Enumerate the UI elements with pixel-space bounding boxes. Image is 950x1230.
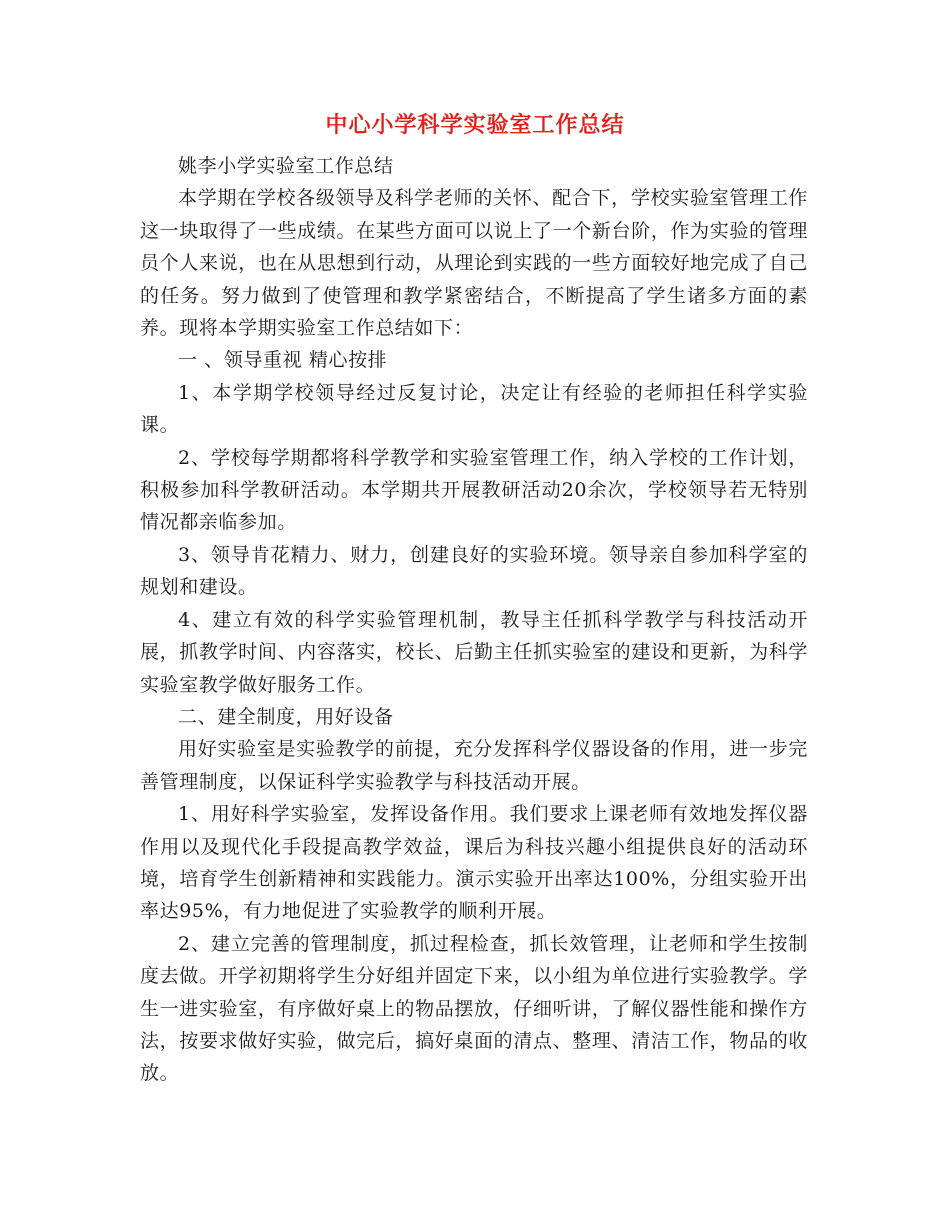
paragraph-section-intro: 用好实验室是实验教学的前提，充分发挥科学仪器设备的作用，进一步完善管理制度，以保证科学实验教学与科技活动开展。 (140, 738, 808, 793)
paragraph-item: 2、建立完善的管理制度，抓过程检查，抓长效管理，让老师和学生按制度去做。开学初期将学生分好组并固定下来，以小组为单位进行实验教学。学生一进实验室，有序做好桌上的物品摆放，仔细听讲，了解仪器性能和操作方法，按要求做好实验，做完后，搞好桌面的清点、整理、清洁工作，物品的收放。 (140, 932, 808, 1085)
paragraph-intro: 本学期在学校各级领导及科学老师的关怀、配合下，学校实验室管理工作这一块取得了一些成绩。在某些方面可以说上了一个新台阶，作为实验的管理员个人来说，也在从思想到行动，从理论到实践的一些方面较好地完成了自己的任务。努力做到了使管理和教学紧密结合，不断提高了学生诸多方面的素养。现将本学期实验室工作总结如下： (140, 187, 808, 340)
paragraph-subtitle: 姚李小学实验室工作总结 (178, 155, 394, 177)
document-title: 中心小学科学实验室工作总结 (325, 113, 625, 138)
section-heading-2: 二、建全制度，用好设备 (178, 705, 394, 728)
paragraph-item: 1、用好科学实验室，发挥设备作用。我们要求上课老师有效地发挥仪器作用以及现代化手段提高教学效益，课后为科技兴趣小组提供良好的活动环境，培育学生创新精神和实践能力。演示实验开出率达100%，分组实验开出率达95%，有力地促进了实验教学的顺利开展。 (140, 803, 808, 923)
document-body (140, 150, 808, 1090)
section-heading-1: 一 、领导重视 精心按排 (178, 349, 388, 372)
paragraph-item: 2、学校每学期都将科学教学和实验室管理工作，纳入学校的工作计划，积极参加科学教研活动。本学期共开展教研活动20余次，学校领导若无特别情况都亲临参加。 (140, 446, 808, 534)
paragraph-item: 4、建立有效的科学实验管理机制，教导主任抓科学教学与科技活动开展，抓教学时间、内容落实，校长、后勤主任抓实验室的建设和更新，为科学实验室教学做好服务工作。 (140, 608, 808, 696)
paragraph-item: 3、领导肯花精力、财力，创建良好的实验环境。领导亲自参加科学室的规划和建设。 (140, 543, 808, 599)
paragraph-item: 1、本学期学校领导经过反复讨论，决定让有经验的老师担任科学实验课。 (140, 381, 808, 437)
